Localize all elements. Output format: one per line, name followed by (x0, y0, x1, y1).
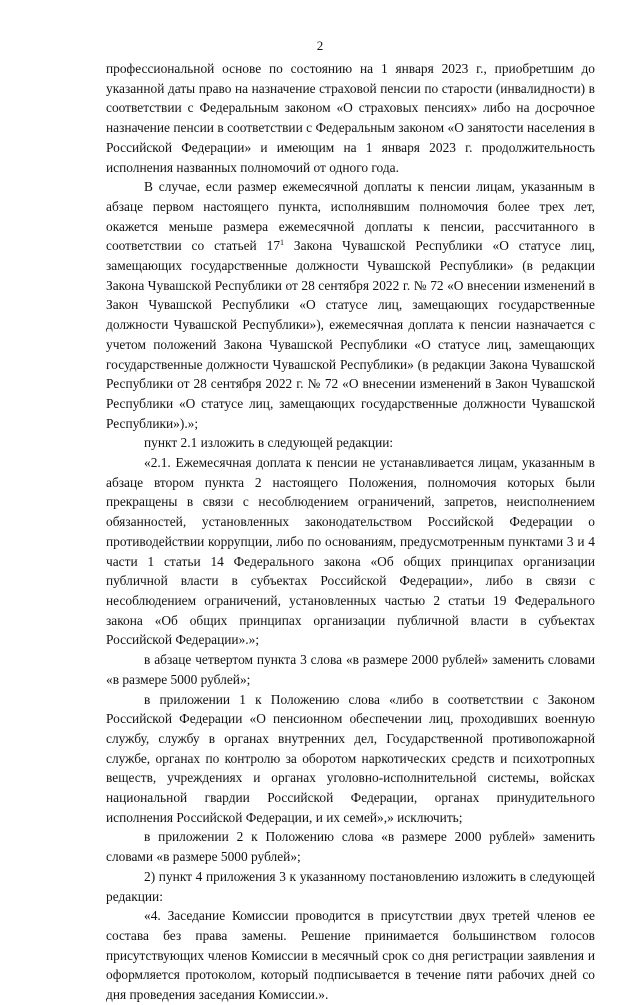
paragraph-continuation: профессиональной основе по состоянию на 1 января 2023 г., приобретшим до указанной даты право на назначение страховой пенсии по старости (инвалидности) в соответствии с Федеральным законом «О страховых пенсиях» либо на досрочное назначение пенсии в соответствии с Федеральным законом «О занятости населения в Российской Федерации» и имеющим на 1 января 2023 г. продолжительность исполнения названных полномочий от одного года. (106, 61, 595, 175)
article-superscript: 1 (280, 238, 285, 248)
paragraph-item-3-amendment: в абзаце четвертом пункта 3 слова «в размере 2000 рублей» заменить словами «в размере 5000 рублей»; (106, 652, 595, 687)
paragraph-text-part: Закона Чувашской Республики «О статусе лиц, замещающих государственные должности Чувашской Республики» (в редакции Закона Чувашской Республики от 28 сентября 2022 г. № 72 «О внесении изменений в Закон Чувашской Республики «О статусе лиц, замещающих государственные должности Чувашской Республики»), ежемесячная доплата к пенсии назначается с учетом положений Закона Чувашской Республики «О статусе лиц, замещающих государственные должности Чувашской Республики» (в редакции Закона Чувашской Республики от 28 сентября 2022 г. № 72 «О внесении изменений в Закон Чувашской Республики «О статусе лиц, замещающих государственные должности Чувашской Республики»).»; (106, 238, 595, 431)
paragraph-payment-case (106, 177, 595, 433)
paragraph-appendix-1-amendment: в приложении 1 к Положению слова «либо в соответствии с Законом Российской Федерации «О пенсионном обеспечении лиц, проходивших военную службу, службу в органах внутренних дел, Государственной противопожарной службе, органах по контролю за оборотом наркотических средств и психотропных веществ, учреждениях и органах уголовно-исполнительной системы, войсках национальной гвардии Российской Федерации, органах принудительного исполнения Российской Федерации, и их семей»,» исключить; (106, 691, 595, 825)
paragraph-item-2-1: «2.1. Ежемесячная доплата к пенсии не устанавливается лицам, указанным в абзаце втором пункта 2 настоящего Положения, полномочия которых были прекращены в связи с несоблюдением ограничений, запретов, неисполнением обязанностей, установленных законодательством Российской Федерации о противодействии коррупции, либо по основаниям, предусмотренным пунктами 3 и 4 части 1 статьи 14 Федерального закона «Об общих принципах организации публичной власти в субъектах Российской Федерации», либо в связи с несоблюдением ограничений, установленных частью 2 статьи 19 Федерального закона «Об общих принципах организации публичной власти в субъектах Российской Федерации».»; (106, 455, 595, 648)
paragraph-appendix-3-intro: 2) пункт 4 приложения 3 к указанному постановлению изложить в следующей редакции: (106, 868, 595, 904)
paragraph-item-2-1-intro: пункт 2.1 изложить в следующей редакции: (144, 435, 394, 451)
paragraph-commission-meeting: «4. Заседание Комиссии проводится в присутствии двух третей членов ее состава без права замены. Решение принимается большинством голосов присутствующих членов Комиссии в месячный срок со дня регистрации заявления и оформляется протоколом, который подписывается в течение пяти рабочих дней со дня проведения заседания Комиссии.». (106, 908, 595, 1003)
page-number: 2 (316, 38, 324, 53)
paragraph-appendix-2-amendment: в приложении 2 к Положению слова «в размере 2000 рублей» заменить словами «в размере 5000 рублей»; (106, 829, 595, 865)
document-body (106, 59, 595, 1005)
paragraph-text-part: В случае, если размер ежемесячной доплаты к пенсии лицам, указанным в абзаце первом настоящего пункта, исполнявшим полномочия более трех лет, окажется меньше размера ежемесячной доплаты к пенсии, рассчитанного в соответствии со статьей 17 (106, 179, 595, 254)
